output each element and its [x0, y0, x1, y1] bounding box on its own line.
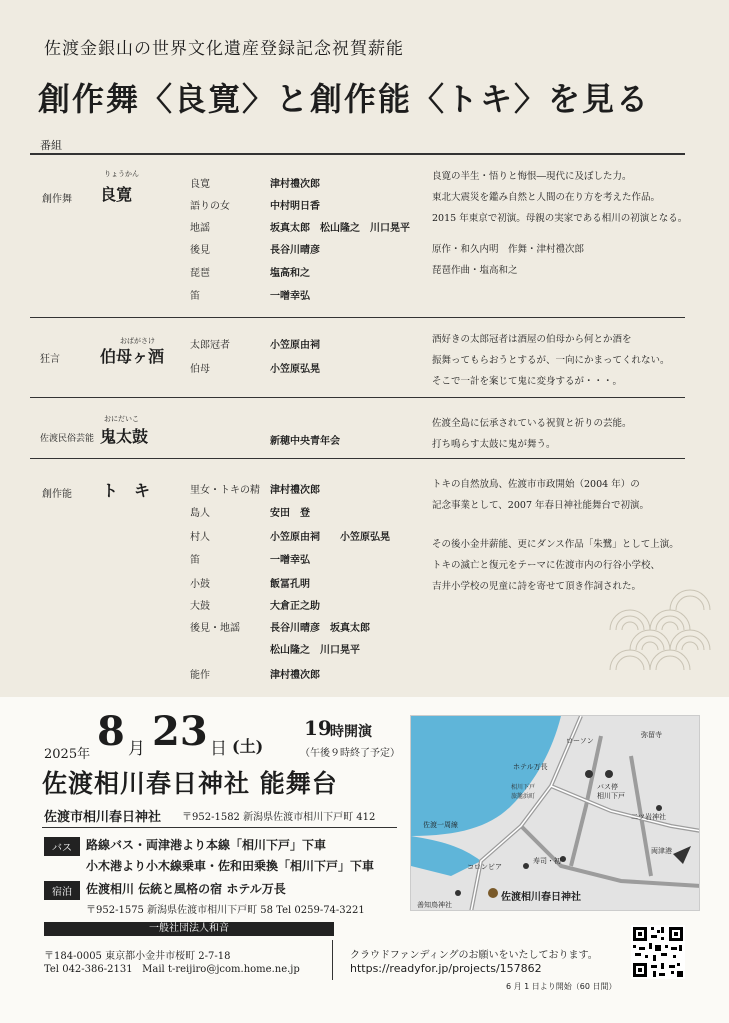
end-time-note: （午後９時終了予定） — [300, 748, 400, 759]
map-label-sushi: 寿司・初 — [533, 857, 561, 865]
crowdfunding-url[interactable]: https://readyfor.jp/projects/157862 — [350, 962, 542, 975]
description-line: そこで一計を案じて鬼に変身するが・・・。 — [432, 376, 623, 387]
cast-role: 村人 — [190, 532, 210, 543]
cast-performer: 一噌幸弘 — [270, 555, 310, 566]
program-description — [432, 413, 632, 455]
program-ruby: りょうかん — [104, 170, 139, 178]
map-label-bus-stop: バス停 — [597, 783, 618, 791]
cast-role: 琵琶 — [190, 268, 210, 279]
organizer-address: 〒184-0005 東京都小金井市桜町 2-7-18 — [44, 951, 231, 962]
program-description — [432, 166, 687, 281]
bus-tag-label: バス — [44, 837, 80, 856]
event-day: 23 — [152, 708, 208, 755]
stay-tag-label: 宿泊 — [44, 881, 80, 900]
map-label-area: 相川下戸 旅籠浜町 — [511, 784, 536, 800]
cast-role: 小鼓 — [190, 579, 210, 590]
program-ruby: おにだいこ — [104, 415, 139, 423]
bus-route-1: 路線バス・両津港より本線「相川下戸」下車 — [86, 838, 327, 852]
program-title: 良寛 — [100, 185, 133, 204]
divider — [30, 458, 685, 459]
map-label-bus-stop-name: 相川下戸 — [597, 792, 625, 800]
program-category: 創作能 — [42, 489, 72, 500]
cast-performer: 飯冨孔明 — [270, 579, 310, 590]
tel-label: Tel — [44, 964, 60, 975]
program-label: 番組 — [40, 139, 62, 152]
program-title: 伯母ヶ酒 — [100, 347, 165, 366]
stay-tag — [44, 880, 80, 900]
map-label-colon: コロンビア — [467, 863, 502, 871]
crowdfunding-text: クラウドファンディングのお願いをいたしております。 — [350, 950, 598, 961]
description-line: 2015 年東京で初演。母親の実家である相川の初演となる。 — [432, 213, 688, 224]
description-line: 振舞ってもらおうとするが、一向にかまってくれない。 — [432, 355, 670, 366]
program-category: 創作舞 — [42, 194, 72, 205]
description-line: 吉井小学校の児童に詩を寄せて頂き作詞された。 — [432, 581, 642, 592]
program-category: 狂言 — [40, 354, 60, 365]
program-title: 鬼太鼓 — [100, 427, 149, 446]
cast-performer: 津村禮次郎 — [270, 485, 320, 496]
cast-performer: 長谷川晴彦 坂真太郎 — [270, 623, 370, 634]
cast-performer: 坂真太郎 松山隆之 川口晃平 — [270, 223, 410, 234]
organizer-label: 一般社団法人和音 — [44, 922, 334, 936]
cast-performer: 一噌幸弘 — [270, 291, 310, 302]
venue-address-name: 佐渡市相川春日神社 — [44, 810, 162, 825]
cast-role: 島人 — [190, 508, 210, 519]
program-ruby: おばがさけ — [120, 337, 155, 345]
description-line: 琵琶作曲・塩高和之 — [432, 265, 518, 276]
cast-performer: 津村禮次郎 — [270, 670, 320, 681]
stay-address: 〒952-1575 新潟県佐渡市相川下戸町 58 Tel 0259-74-3221 — [86, 905, 365, 916]
description-line: 原作・和久内明 作舞・津村禮次郎 — [432, 244, 585, 255]
event-year: 2025年 — [44, 747, 91, 762]
map-label-ryotsu: 両津港 — [651, 847, 672, 855]
description-line: 打ち鳴らす太鼓に鬼が舞う。 — [432, 439, 556, 450]
organizer-tel: 042-386-2131 — [62, 964, 133, 975]
divider — [30, 153, 685, 155]
cast-performer: 新穂中央青年会 — [270, 436, 340, 447]
bus-tag — [44, 836, 80, 856]
divider — [30, 397, 685, 398]
mail-label: Mail — [142, 964, 165, 975]
program-description — [432, 329, 670, 392]
cast-role: 笛 — [190, 291, 200, 302]
description-line: 酒好きの太郎冠者は酒屋の伯母から何とか酒を — [432, 334, 632, 345]
event-weekday: (土) — [232, 737, 264, 756]
description-line: 佐渡全島に伝承されている祝賀と祈りの芸能。 — [432, 418, 632, 429]
program-category: 佐渡民俗芸能 — [40, 434, 95, 444]
cast-performer: 大倉正之助 — [270, 601, 320, 612]
cast-performer: 塩高和之 — [270, 268, 310, 279]
start-label: 時開演 — [330, 724, 372, 740]
cast-performer: 小笠原弘晃 — [270, 364, 320, 375]
wave-pattern-decoration — [600, 570, 720, 690]
description-line: 記念事業として、2007 年春日神社能舞台で初演。 — [432, 500, 650, 511]
start-time: 19 — [304, 716, 332, 740]
description-line: その後小金井薪能、更にダンス作品「朱鷺」として上演。 — [432, 539, 679, 550]
description-line: 東北大震災を鑑み自然と人間の在り方を考えた作品。 — [432, 192, 661, 203]
cast-performer: 小笠原由祠 小笠原弘晃 — [270, 532, 390, 543]
cast-role: 後見 — [190, 245, 210, 256]
program-title: ト キ — [102, 481, 151, 500]
description-spacer — [432, 516, 679, 534]
cast-role: 里女・トキの精 — [190, 485, 260, 496]
organizer-mail[interactable]: t-reijiro@jcom.home.ne.jp — [167, 964, 300, 975]
cast-performer: 中村明日香 — [270, 201, 320, 212]
event-subtitle: 佐渡金銀山の世界文化遺産登録記念祝賀薪能 — [44, 39, 404, 59]
cast-role: 伯母 — [190, 364, 210, 375]
cast-performer: 長谷川晴彦 — [270, 245, 320, 256]
map-label-futatsuiwa: 二ツ岩神社 — [631, 813, 666, 821]
qr-code-icon[interactable] — [631, 925, 685, 979]
cast-role: 良寛 — [190, 179, 210, 190]
description-line: トキの滅亡と復元をテーマに佐渡市内の行谷小学校、 — [432, 560, 661, 571]
event-month: 8 — [97, 708, 125, 755]
description-spacer — [432, 229, 687, 239]
access-map[interactable] — [410, 715, 700, 911]
divider — [42, 827, 397, 828]
description-line: 良寛の半生・悟りと悔恨―現代に及ぼした力。 — [432, 171, 632, 182]
map-label-shrine: 佐渡相川春日神社 — [501, 892, 581, 903]
cast-role: 地謡 — [190, 223, 210, 234]
map-label-lawson: ローソン — [566, 737, 594, 745]
event-title: 創作舞〈良寛〉と創作能〈トキ〉を見る — [38, 80, 651, 118]
bus-route-2: 小木港より小木線乗車・佐和田乗換「相川下戸」下車 — [86, 859, 375, 873]
map-label-hotel: ホテル万長 — [513, 763, 548, 771]
cast-role: 後見・地謡 — [190, 623, 240, 634]
cast-role: 語りの女 — [190, 201, 230, 212]
divider — [30, 317, 685, 318]
description-line: トキの自然放鳥、佐渡市市政開始（2004 年）の — [432, 479, 640, 490]
cast-role: 能作 — [190, 670, 210, 681]
cast-performer: 津村禮次郎 — [270, 179, 320, 190]
map-label-zenchi: 善知鳥神社 — [417, 901, 452, 909]
map-label-road: 佐渡一周線 — [423, 821, 458, 829]
event-month-unit: 月 — [128, 739, 145, 759]
stay-hotel: 佐渡相川 伝統と風格の宿 ホテル万長 — [86, 882, 286, 896]
crowdfunding-period: 6 月 1 日より開始（60 日間） — [506, 982, 617, 991]
cast-role: 太郎冠者 — [190, 340, 230, 351]
cast-performer: 安田 登 — [270, 508, 310, 519]
map-label-temple: 弥留寺 — [641, 731, 662, 739]
venue-address: 〒952-1582 新潟県佐渡市相川下戸町 412 — [182, 812, 376, 823]
cast-role: 大鼓 — [190, 601, 210, 612]
event-day-unit: 日 — [210, 739, 227, 759]
cast-performer: 松山隆之 川口晃平 — [270, 645, 360, 656]
organizer-contact — [44, 964, 300, 975]
venue-name: 佐渡相川春日神社 能舞台 — [42, 769, 338, 798]
cast-role: 笛 — [190, 555, 200, 566]
footer-divider — [332, 940, 333, 980]
cast-performer: 小笠原由祠 — [270, 340, 320, 351]
